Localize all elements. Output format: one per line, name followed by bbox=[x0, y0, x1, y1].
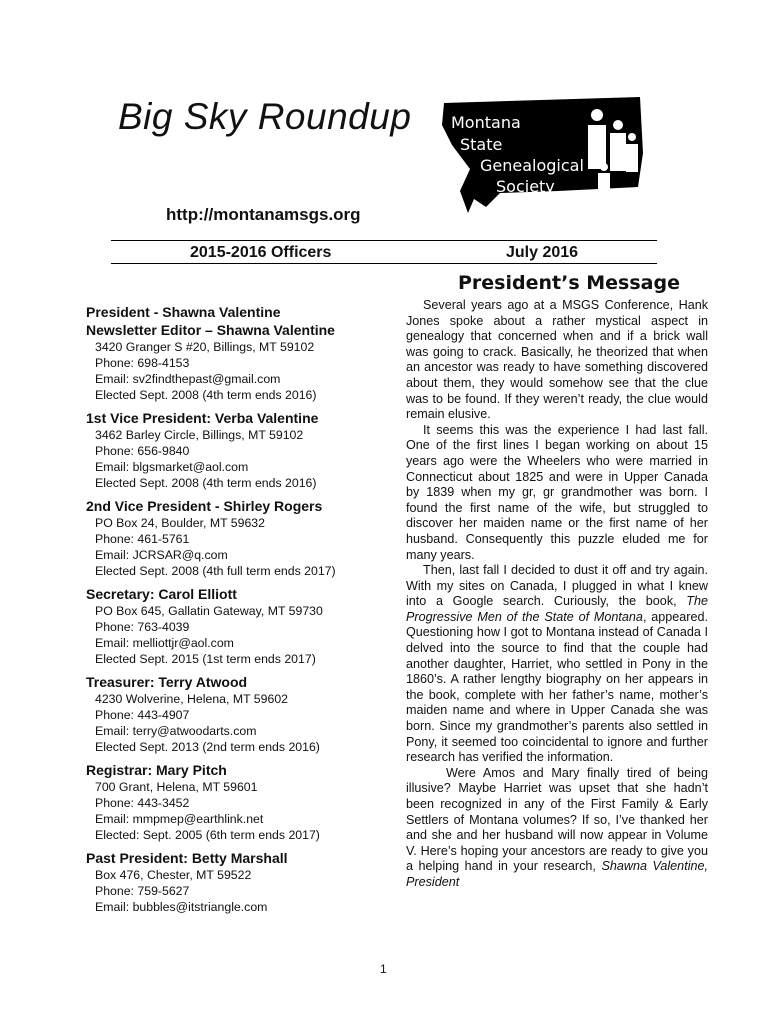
officer-phone: Phone: 443-3452 bbox=[95, 796, 190, 810]
officer-term: Elected Sept. 2008 (4th term ends 2016) bbox=[95, 388, 317, 402]
officer-address: PO Box 645, Gallatin Gateway, MT 59730 bbox=[95, 604, 323, 618]
officer-registrar bbox=[86, 761, 386, 843]
officer-phone: Phone: 759-5627 bbox=[95, 884, 190, 898]
officer-address: Box 476, Chester, MT 59522 bbox=[95, 868, 252, 882]
officer-address: 3420 Granger S #20, Billings, MT 59102 bbox=[95, 340, 315, 354]
presidents-message-title: President’s Message bbox=[458, 272, 680, 294]
officer-past-president bbox=[86, 849, 386, 915]
msgs-logo bbox=[440, 95, 645, 215]
officer-term: Elected Sept. 2013 (2nd term ends 2016) bbox=[95, 740, 320, 754]
logo-line-society: Society bbox=[496, 177, 555, 196]
officer-title-secondary: Newsletter Editor – Shawna Valentine bbox=[86, 322, 335, 338]
officer-title: President - Shawna Valentine bbox=[86, 304, 281, 320]
officer-phone: Phone: 763-4039 bbox=[95, 620, 190, 634]
officer-title: Treasurer: Terry Atwood bbox=[86, 674, 248, 690]
officer-email[interactable]: Email: terry@atwoodarts.com bbox=[95, 724, 257, 738]
officer-email[interactable]: Email: mmpmep@earthlink.net bbox=[95, 812, 264, 826]
logo-line-montana: Montana bbox=[451, 113, 521, 132]
officer-phone: Phone: 443-4907 bbox=[95, 708, 190, 722]
signature: Shawna Valentine, President bbox=[406, 859, 708, 889]
paragraph-text: Were Amos and Mary finally tired of being illusive? Maybe Harriet was upset that she hadn’t been recognized in any of the First Family & Early Settlers of Montana volumes? If so, I’ve thanked her and she and her husband will now appear in Volume V. Here’s hoping your ancestors are ready to give you a helping hand in your research, bbox=[406, 765, 708, 874]
paragraph bbox=[406, 766, 708, 891]
logo-line-state: State bbox=[460, 135, 503, 154]
officer-title: Past President: Betty Marshall bbox=[86, 850, 288, 866]
paragraph-text: Then, last fall I decided to dust it off and try again. With my sites on Canada, I plugged in what I knew into a Google search. Curiously, the book, bbox=[406, 563, 708, 609]
officer-1st-vice-president bbox=[86, 409, 386, 491]
officer-address: 3462 Barley Circle, Billings, MT 59102 bbox=[95, 428, 304, 442]
officer-title: 2nd Vice President - Shirley Rogers bbox=[86, 498, 323, 514]
issue-date: July 2016 bbox=[506, 244, 579, 261]
officers-heading: 2015-2016 Officers bbox=[190, 244, 332, 261]
logo-line-genealogical: Genealogical bbox=[480, 156, 584, 175]
paragraph: Several years ago at a MSGS Conference, Hank Jones spoke about a rather mystical aspect in genealogy that concerned when and if a brick wall was going to crack. Basically, he theorized that when an ancestor was ready to have something discovered about them, they would somehow see that the clue was to be found. If they weren’t ready, the clue would remain elusive. bbox=[406, 298, 708, 422]
officer-phone: Phone: 461-5761 bbox=[95, 532, 190, 546]
officer-title: Secretary: Carol Elliott bbox=[86, 586, 237, 602]
paragraph: It seems this was the experience I had last fall. One of the first lines I began working on about 15 years ago were the Wheelers who were married in Connecticut about 1825 and were in Upper Canada by 1839 when my gr, gr grandmother was born. I found the first name of the wife, but struggled to discover her maiden name or the first name of her husband. Consequently this puzzle eluded me for many years. bbox=[406, 422, 708, 562]
officer-term: Elected Sept. 2008 (4th term ends 2016) bbox=[95, 476, 317, 490]
officer-address: 4230 Wolverine, Helena, MT 59602 bbox=[95, 692, 288, 706]
page-number: 1 bbox=[380, 962, 387, 976]
book-title: The Progressive Men of the State of Montana bbox=[406, 594, 708, 624]
officer-email[interactable]: Email: bubbles@itstriangle.com bbox=[95, 900, 268, 914]
officer-address: 700 Grant, Helena, MT 59601 bbox=[95, 780, 258, 794]
officer-title: Registrar: Mary Pitch bbox=[86, 762, 227, 778]
officer-email[interactable]: Email: melliottjr@aol.com bbox=[95, 636, 234, 650]
officer-address: PO Box 24, Boulder, MT 59632 bbox=[95, 516, 265, 530]
officers-list bbox=[86, 303, 386, 921]
officer-2nd-vice-president bbox=[86, 497, 386, 579]
presidents-message-body bbox=[406, 298, 708, 891]
officer-phone: Phone: 698-4153 bbox=[95, 356, 190, 370]
officer-term: Elected Sept. 2015 (1st term ends 2017) bbox=[95, 652, 316, 666]
website-url[interactable]: http://montanamsgs.org bbox=[166, 205, 361, 224]
officer-phone: Phone: 656-9840 bbox=[95, 444, 190, 458]
officer-secretary bbox=[86, 585, 386, 667]
bottom-rule bbox=[111, 263, 657, 264]
newsletter-title: Big Sky Roundup bbox=[118, 96, 412, 137]
officer-president bbox=[86, 303, 386, 403]
officer-treasurer bbox=[86, 673, 386, 755]
officer-email[interactable]: Email: sv2findthepast@gmail.com bbox=[95, 372, 281, 386]
officer-title: 1st Vice President: Verba Valentine bbox=[86, 410, 319, 426]
officer-term: Elected: Sept. 2005 (6th term ends 2017) bbox=[95, 828, 320, 842]
paragraph bbox=[406, 563, 708, 766]
officer-term: Elected Sept. 2008 (4th full term ends 2017) bbox=[95, 564, 336, 578]
officer-email[interactable]: Email: blgsmarket@aol.com bbox=[95, 460, 249, 474]
top-rule bbox=[111, 240, 657, 241]
officer-email[interactable]: Email: JCRSAR@q.com bbox=[95, 548, 228, 562]
paragraph-text: , appeared. Questioning how I got to Montana instead of Canada I delved into the source to find that the couple had another daughter, Harriet, who settled in Pony in the 1860’s. A rather lengthy biography on her appears in the book, complete with her father’s name, mother’s maiden name and where in Upper Canada she was born. Since my grandmother’s parents also settled in Pony, it seemed too coincidental to ignore and further research has verified the information. bbox=[406, 609, 708, 765]
